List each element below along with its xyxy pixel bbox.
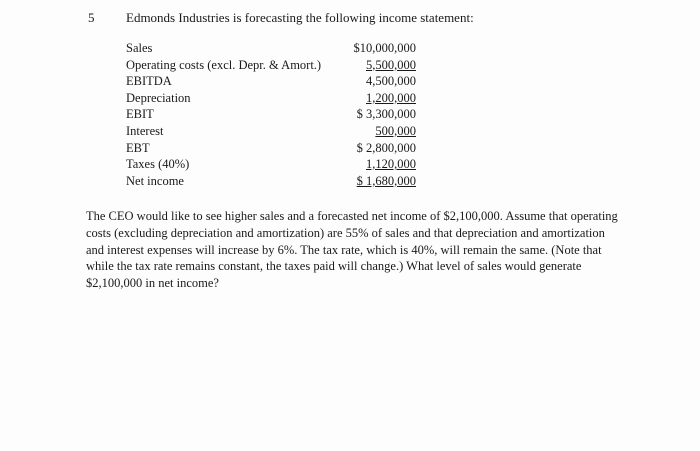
statement-row-ebit [126, 106, 416, 123]
problem-text [86, 208, 626, 292]
row-value: $ 3,300,000 [356, 107, 416, 122]
statement-row-ebt [126, 140, 416, 157]
row-value: 1,200,000 [366, 90, 416, 105]
row-label: Net income [126, 173, 184, 188]
row-label: EBITDA [126, 74, 172, 89]
row-value: 5,500,000 [366, 57, 416, 72]
row-value: $10,000,000 [353, 41, 416, 55]
statement-row-net-income [126, 173, 416, 190]
row-value: $ 2,800,000 [356, 140, 416, 155]
statement-row-interest [126, 123, 416, 140]
question-intro: Edmonds Industries is forecasting the following income statement: [126, 10, 474, 25]
row-label: EBIT [126, 107, 154, 122]
row-label: Operating costs (excl. Depr. & Amort.) [126, 57, 322, 72]
row-label: Taxes (40%) [126, 157, 190, 172]
statement-row-taxes [126, 156, 416, 173]
question-number: 5 [88, 10, 95, 25]
problem-paragraph: The CEO would like to see higher sales and a forecasted net income of $2,100,000. Assume that operating costs (excluding depreciation and amortization) are 55% of sales and that depreciation and amortization and interest expenses will increase by 6%. The tax rate, which is 40%, will remain the same. (Note that while the tax rate remains constant, the taxes paid will change.) What level of sales would generate $2,100,000 in net income? [86, 209, 618, 291]
row-label: EBT [126, 140, 150, 155]
statement-row-depreciation [126, 90, 416, 107]
income-statement [126, 40, 416, 189]
row-value: $ 1,680,000 [356, 173, 416, 188]
row-value: 1,120,000 [366, 157, 416, 172]
row-label: Interest [126, 123, 164, 138]
statement-row-ebitda [126, 73, 416, 90]
row-label: Depreciation [126, 90, 191, 105]
statement-row-operating-costs [126, 57, 416, 74]
row-value: 500,000 [375, 123, 416, 138]
row-value: 4,500,000 [366, 74, 416, 89]
statement-row-sales [126, 40, 416, 57]
row-label: Sales [126, 41, 153, 55]
